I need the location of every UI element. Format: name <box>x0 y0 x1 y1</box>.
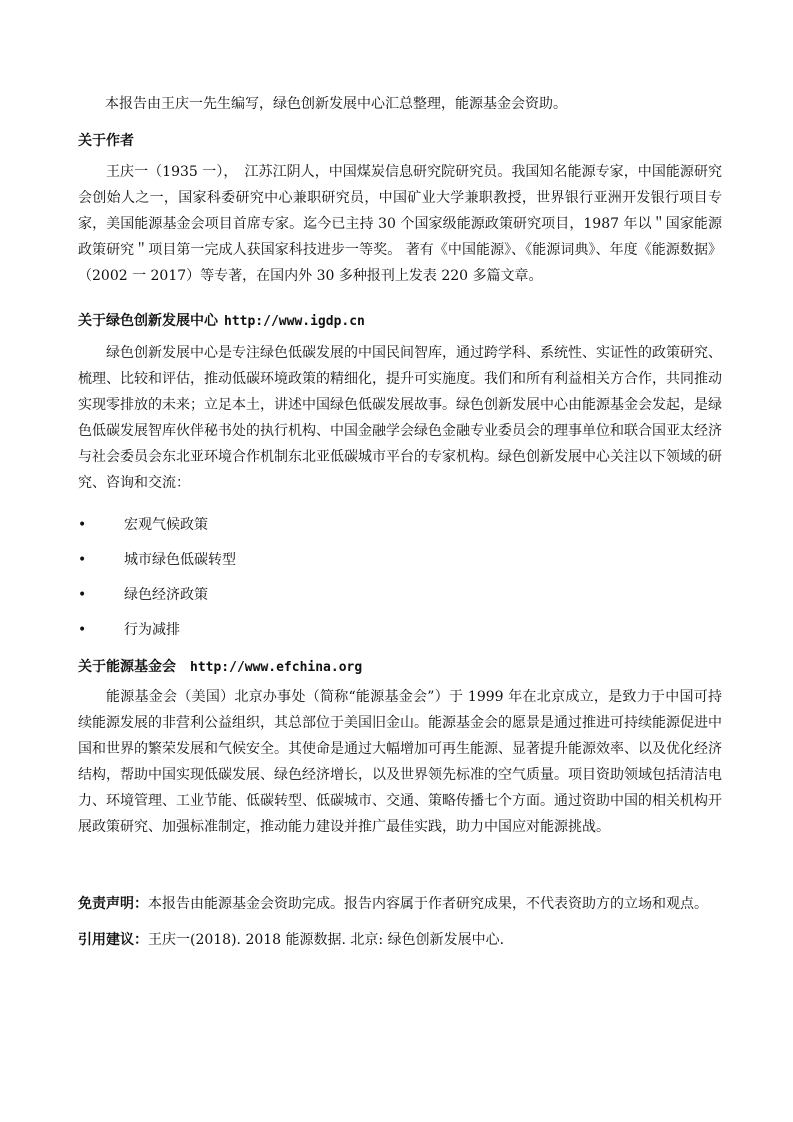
ef-heading-text: 关于能源基金会 <box>78 659 176 675</box>
author-paragraph: 王庆一（1935 一）， 江苏江阴人，中国煤炭信息研究院研究员。我国知名能源专家，中国能源研究会创始人之一，国家科委研究中心兼职研究员，中国矿业大学兼职教授，世界银行亚洲开发银行项目专家，美国能源基金会项目首席专家。迄今已主持 30 个国家级能源政策研究项目，1987 年以＂国家能源政策研究＂项目第一完成人获国家科技进步一等奖。 著有《中国能源》、《能源词典》、年度《能源数据》（2002 一 2017）等专著，在国内外 30 多种报刊上发表 220 多篇文章。 <box>78 164 722 284</box>
list-item-text: 宏观气候政策 <box>124 517 208 533</box>
citation-text: 王庆一(2018). 2018 能源数据. 北京: 绿色创新发展中心. <box>148 932 505 948</box>
bullet-dot: • <box>78 552 87 568</box>
igdp-paragraph: 绿色创新发展中心是专注绿色低碳发展的中国民间智库，通过跨学科、系统性、实证性的政策研究、梳理、比较和评估，推动低碳环境政策的精细化，提升可实施度。我们和所有利益相关方合作，共同推动实现零排放的未来；立足本土，讲述中国绿色低碳发展故事。绿色创新发展中心由能源基金会发起，是绿色低碳发展智库伙伴秘书处的执行机构、中国金融学会绿色金融专业委员会的理事单位和联合国亚太经济与社会委员会东北亚环境合作机制东北亚低碳城市平台的专家机构。绿色创新发展中心关注以下领域的研究、咨询和交流： <box>78 345 722 491</box>
disclaimer <box>78 894 708 914</box>
ef-url-link[interactable]: http://www.efchina.org <box>190 660 363 675</box>
bullet-dot: • <box>78 517 87 533</box>
list-item-text: 绿色经济政策 <box>124 587 208 603</box>
author-heading-text: 关于作者 <box>78 133 134 149</box>
igdp-heading-text: 关于绿色创新发展中心 <box>78 313 218 329</box>
bullet-dot: • <box>78 587 87 603</box>
ef-paragraph: 能源基金会（美国）北京办事处（简称“能源基金会”）于 1999 年在北京成立，是致力于中国可持续能源发展的非营利公益组织，其总部位于美国旧金山。能源基金会的愿景是通过推进可持续能源促进中国和世界的繁荣发展和气候安全。其使命是通过大幅增加可再生能源、显著提升能源效率、以及优化经济结构，帮助中国实现低碳发展、绿色经济增长，以及世界领先标准的空气质量。项目资助领域包括清洁电力、环境管理、工业节能、低碳转型、低碳城市、交通、策略传播七个方面。通过资助中国的相关机构开展政策研究、加强标准制定，推动能力建设并推广最佳实践，助力中国应对能源挑战。 <box>78 689 722 835</box>
disclaimer-label: 免责声明： <box>78 896 148 912</box>
list-item-text: 行为减排 <box>124 622 180 638</box>
bullet-dot: • <box>78 622 87 638</box>
igdp-url-link[interactable]: http://www.igdp.cn <box>224 314 365 329</box>
citation <box>78 930 504 950</box>
list-item <box>78 550 678 570</box>
disclaimer-text: 本报告由能源基金会资助完成。报告内容属于作者研究成果，不代表资助方的立场和观点。 <box>148 896 708 912</box>
citation-label: 引用建议： <box>78 932 148 948</box>
list-item-text: 城市绿色低碳转型 <box>124 552 236 568</box>
intro-text: 本报告由王庆一先生编写，绿色创新发展中心汇总整理，能源基金会资助。 <box>105 96 567 112</box>
igdp-heading <box>78 310 365 330</box>
ef-heading <box>78 656 362 676</box>
list-item <box>78 515 678 535</box>
list-item <box>78 620 678 640</box>
list-item <box>78 585 678 605</box>
author-heading <box>78 130 134 150</box>
